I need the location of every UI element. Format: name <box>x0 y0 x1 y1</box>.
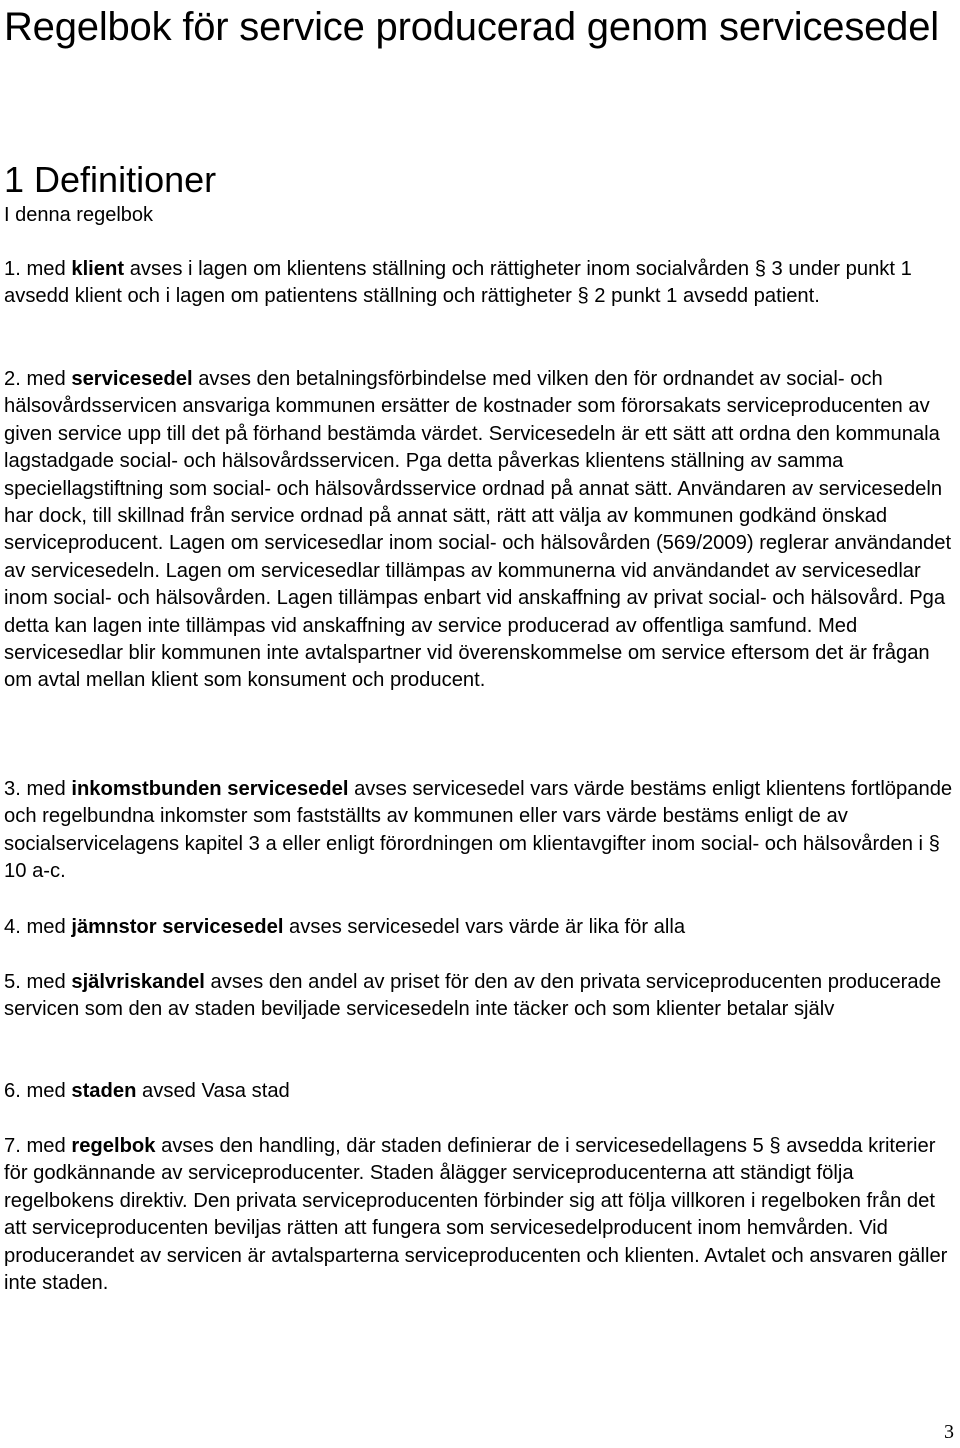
definition-text: avses den betalningsförbindelse med vilken den för ordnandet av social- och hälsovårdsservicen ansvariga kommunen ersätter de kostnader som förorsakats serviceproducenten av given service upp till det på förhand bestämda värdet. Servicesedeln är ett sätt att ordna den kommunala lagstadgade social- och hälsovårdsservicen. Pga detta påverkas klientens ställning av samma speciellagstiftning som social- och hälsovårdsservice ordnad på annat sätt. Användaren av servicesedeln har dock, till skillnad från service ordnad på annat sätt, rätt att välja av kommunen godkänd önskad serviceproducent. Lagen om servicesedlar inom social- och hälsovården (569/2009) reglerar användandet av servicesedeln. Lagen om servicesedlar tillämpas av kommunerna vid användandet av servicesedlar inom social- och hälsovården. Lagen tillämpas enbart vid anskaffning av privat social- och hälsovård. Pga detta kan lagen inte tillämpas vid anskaffning av service producerad av offentliga samfund. Med servicesedlar blir kommunen inte avtalspartner vid överenskommelse om service eftersom det är frågan om avtal mellan klient som konsument och producent. <box>4 368 952 692</box>
document-title: Regelbok för service producerad genom servicesedel <box>4 5 939 49</box>
definition-prefix: med <box>26 971 66 993</box>
definition-number: 1. <box>4 258 21 280</box>
definition-term: regelbok <box>71 1135 156 1157</box>
definition-number: 7. <box>4 1135 21 1157</box>
definition-text: avses servicesedel vars värde bestäms enligt klientens fortlöpande och regelbundna inkomster som fastställts av kommunen eller vars värde bestäms enligt de av socialservicelagens kapitel 3 a eller enligt förordningen om klientavgifter inom social- och hälsovården i § 10 a-c. <box>4 778 953 883</box>
page-content <box>4 0 956 1295</box>
definition-text: avses den andel av priset för den av den privata serviceproducenten producerade servicen som den av staden beviljade servicesedeln inte täcker och som klienter betalar själv <box>4 971 942 1021</box>
definition-prefix: med <box>26 1080 66 1102</box>
definition-item <box>4 776 956 886</box>
definition-term: servicesedel <box>71 368 193 390</box>
definition-item <box>4 969 956 1024</box>
definition-term: inkomstbunden servicesedel <box>71 778 349 800</box>
section-intro: I denna regelbok <box>4 204 154 226</box>
definition-text: avses den handling, där staden definierar de i servicesedellagens 5 § avsedda kriterier för godkännande av serviceproducenter. Staden ålägger serviceproducenterna att ständigt följa regelbokens direktiv. Den privata serviceproducenten förbinder sig att följa villkoren i regelboken från det att serviceproducenten beviljas rätten att fungera som servicesedelproducent inom hemvården. Vid producerandet av servicen är avtalsparterna serviceproducenten och klienten. Avtalet och ansvaren gäller inte staden. <box>4 1135 948 1295</box>
definition-term: självriskandel <box>71 971 205 993</box>
definition-number: 2. <box>4 368 21 390</box>
definition-number: 6. <box>4 1080 21 1102</box>
definition-prefix: med <box>26 916 66 938</box>
definition-number: 4. <box>4 916 21 938</box>
definition-term: jämnstor servicesedel <box>71 916 284 938</box>
definition-prefix: med <box>26 258 66 280</box>
definition-text: avses servicesedel vars värde är lika för alla <box>289 916 686 938</box>
definition-item <box>4 366 956 695</box>
definition-item <box>4 914 956 941</box>
section-heading: 1 Definitioner <box>4 159 217 200</box>
definition-item <box>4 1133 956 1297</box>
definition-prefix: med <box>26 778 66 800</box>
definition-prefix: med <box>26 1135 66 1157</box>
definition-text: avsed Vasa stad <box>142 1080 290 1102</box>
definition-number: 5. <box>4 971 21 993</box>
definition-item <box>4 1078 956 1105</box>
definition-item <box>4 256 956 311</box>
page-number: 3 <box>944 1421 954 1443</box>
definition-term: staden <box>71 1080 137 1102</box>
definition-text: avses i lagen om klientens ställning och rättigheter inom socialvården § 3 under punkt 1 avsedd klient och i lagen om patientens ställning och rättigheter § 2 punkt 1 avsedd patient. <box>4 258 912 308</box>
definition-term: klient <box>71 258 125 280</box>
definition-number: 3. <box>4 778 21 800</box>
definition-prefix: med <box>26 368 66 390</box>
